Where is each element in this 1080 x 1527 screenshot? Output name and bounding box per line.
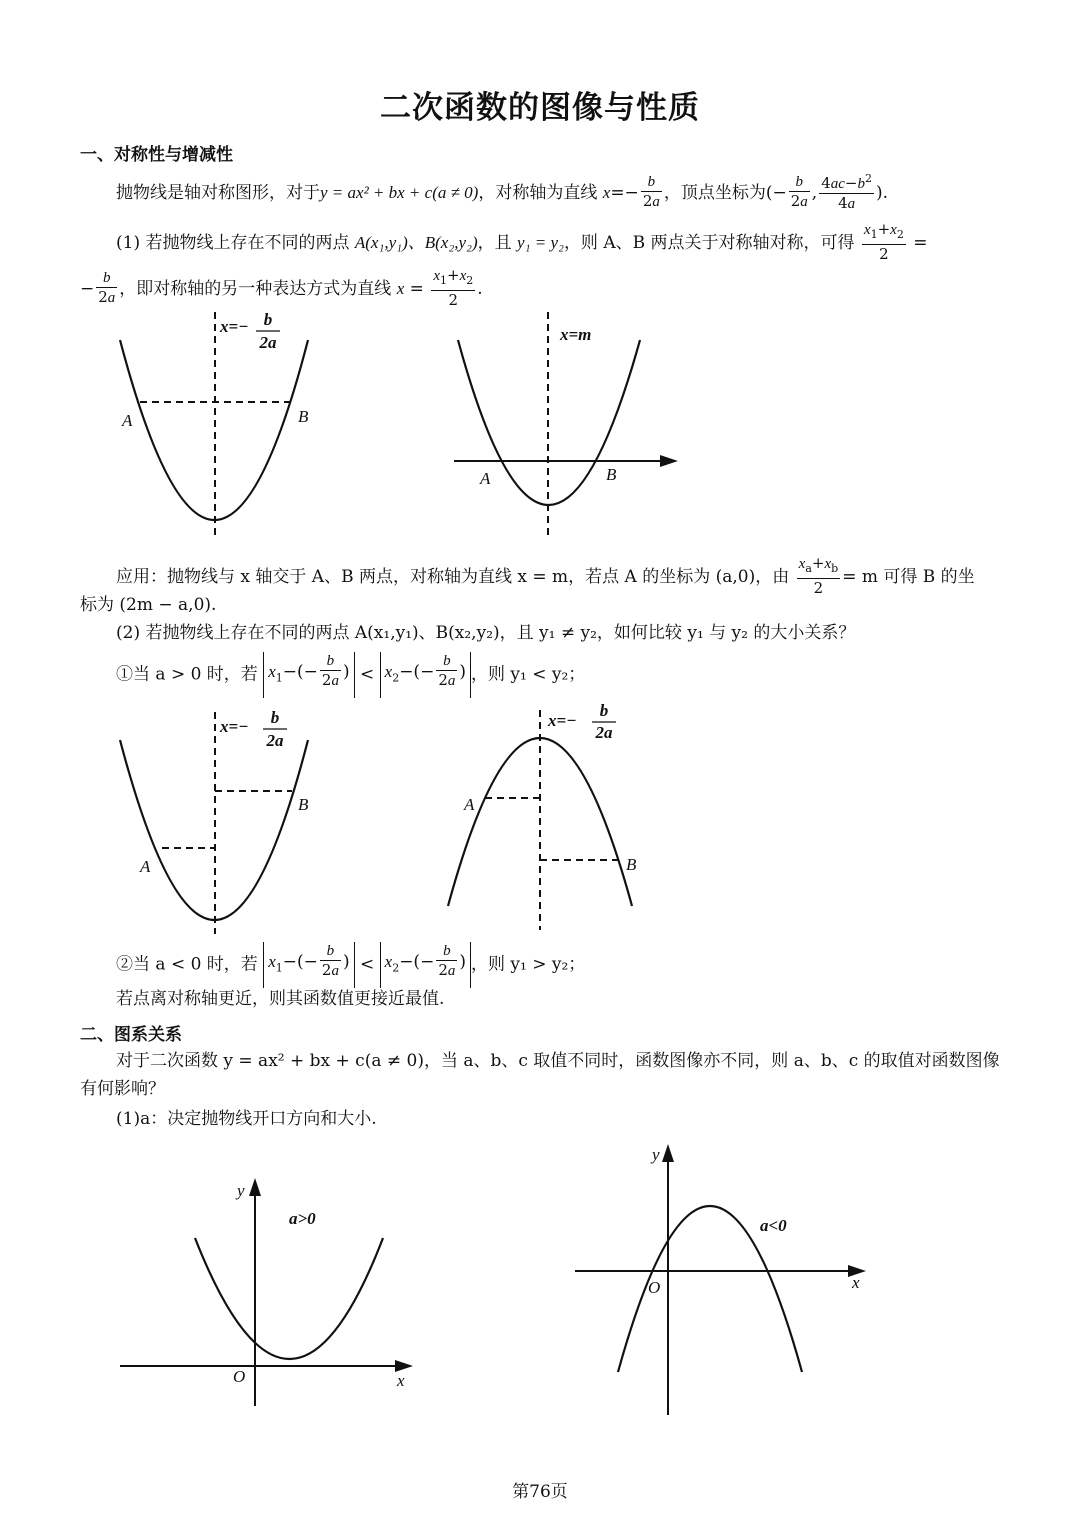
page-title: 二次函数的图像与性质 [380,90,700,126]
paragraph-5-cont: 有何影响？ [80,1079,165,1099]
section-heading-1: 一、对称性与增减性 [80,145,233,165]
point-label-a: A [122,411,133,430]
y-axis-label: y [237,1181,245,1200]
point-label-a: A [480,469,491,488]
y-axis-label: y [652,1145,660,1164]
paragraph-3: 应用：抛物线与 x 轴交于 A、B 两点，对称轴为直线 x = m，若点 A 的坐标为 (a,0)，由 $\frac{x_a+x_b}{2}$ = m 可得 B 的坐 [116,554,975,597]
paragraph-6: (1)a：决定抛物线开口方向和大小. [116,1109,377,1129]
svg-text:2a: 2a [266,731,284,750]
svg-text:b: b [263,310,273,329]
point-label-a: A [464,795,475,814]
point-label-b: B [298,407,309,426]
paragraph-3-cont: 标为 (2m − a,0). [80,595,217,615]
label-a-lt-0: a<0 [760,1216,787,1235]
origin-label: O [648,1278,661,1297]
paragraph-5: 对于二次函数 y = ax² + bx + c(a ≠ 0)，当 a、b、c 取值不同时，函数图像亦不同，则 a、b、c 的取值对函数图像 [116,1051,1000,1071]
x-axis-label: x [852,1273,860,1292]
origin-label: O [233,1367,246,1386]
figure-parabola-symmetric-m [450,310,690,540]
page-number: 第76页 [512,1482,568,1502]
svg-text:2a: 2a [595,723,613,742]
point-label-b: B [626,855,637,874]
paragraph-2: (1) 若抛物线上存在不同的两点 A(x₁,y₁)、B(x₂,y₂)，且 y₁ = y₂，则 A、B 两点关于对称轴对称，可得 $\frac{x_1+x_2}{2}$ = [116,220,928,263]
paragraph-2-cont: − $\frac{b}{2a}$ ，即对称轴的另一种表达方式为直线 x = $\frac{x_1+x_2}{2}$ . [80,266,483,309]
point-label-b: B [298,795,309,814]
point-label-a: A [140,857,151,876]
figure-downward-compare [440,700,670,932]
figure-a-positive [115,1170,425,1420]
paragraph-4: (2) 若抛物线上存在不同的两点 A(x₁,y₁)、B(x₂,y₂)，且 y₁ ≠ y₂，如何比较 y₁ 与 y₂ 的大小关系？ [116,623,856,643]
svg-text:x=−: x=− [548,711,577,730]
axis-label-m: x=m [560,325,592,344]
svg-text:2a: 2a [259,333,277,352]
x-axis-label: x [397,1371,405,1390]
figure-a-negative [570,1140,880,1420]
svg-text:b: b [270,708,280,727]
figure-parabola-symmetric-a [100,310,330,540]
figure-upward-compare [100,710,330,935]
section-heading-2: 二、图系关系 [80,1025,182,1045]
svg-text:x=−: x=− [220,717,249,736]
label-a-gt-0: a>0 [289,1209,316,1228]
note-closer-extreme: 若点离对称轴更近，则其函数值更接近最值. [116,989,445,1009]
condition-2: ②当 a < 0 时，若 $x_1-(-$ $\frac{b}{2a}$ ) < $x_2-(-$ $\frac{b}{2a}$ ) ，则 y₁ > y₂； [116,942,585,988]
paragraph-1: 抛物线是轴对称图形，对于y = ax² + bx + c(a ≠ 0)，对称轴为直线 x=− $\frac{b}{2a}$ ，顶点坐标为(− $\frac{b}{2a}$ , $\frac{4ac-b^2}{4a}$ ). [116,172,889,212]
condition-1: ①当 a > 0 时，若 $x_1-(-$ $\frac{b}{2a}$ ) < $x_2-(-$ $\frac{b}{2a}$ ) ，则 y₁ < y₂； [116,652,585,698]
point-label-b: B [606,465,617,484]
axis-label-neg-b-2a: x=− [220,317,249,336]
svg-text:b: b [599,701,609,720]
